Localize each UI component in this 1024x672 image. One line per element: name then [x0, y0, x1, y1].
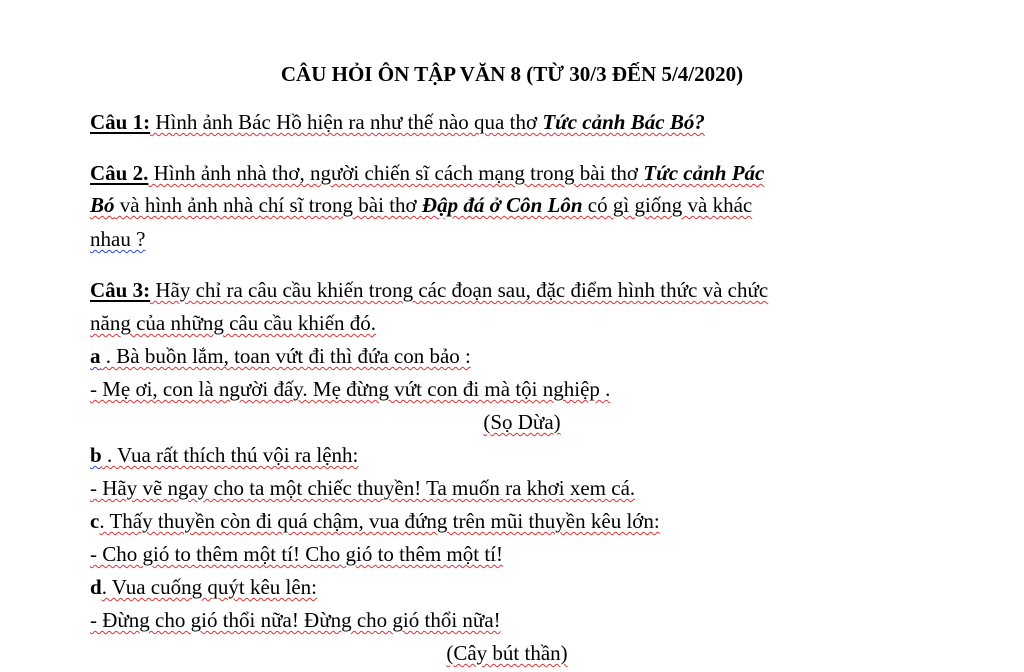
passage-d-text: . Vua cuống quýt kêu lên: — [101, 575, 317, 599]
passage-a-text: . Bà buồn lắm, toan vứt đi thì đứa con bảo : — [100, 344, 471, 368]
passage-c-intro — [90, 505, 660, 537]
question-2-work-1a: Tức cảnh Pác — [643, 161, 765, 185]
passage-a-source-text: (Sọ Dừa) — [483, 410, 561, 434]
question-2-line-3 — [90, 223, 145, 255]
passage-b-label: b — [90, 443, 102, 467]
question-1-label: Câu 1: — [90, 110, 151, 134]
passage-c-quote-text: - Cho gió to thêm một tí! Cho gió to thêm một tí! — [90, 542, 503, 566]
question-3-line-2 — [90, 307, 376, 339]
passage-d-quote-text: - Đừng cho gió thổi nữa! Đừng cho gió thổi nữa! — [90, 608, 501, 632]
question-2-work-2: Đập đá ở Côn Lôn — [421, 193, 583, 217]
question-2-label: Câu 2. — [90, 161, 149, 185]
passage-a-quote — [90, 373, 610, 405]
passage-d-intro — [90, 571, 317, 603]
question-2-text-3: có gì giống và khác — [582, 193, 753, 217]
question-3-text-2: năng của những câu cầu khiến đó. — [90, 311, 377, 335]
question-3-line-1 — [90, 274, 768, 306]
passage-d-source-text: (Cây bút thần) — [446, 641, 568, 665]
question-3-label: Câu 3: — [90, 278, 151, 302]
passage-c-text: . Thấy thuyền còn đi quá chậm, vua đứng trên mũi thuyền kêu lớn: — [99, 509, 660, 533]
passage-c-label: c — [90, 509, 100, 533]
passage-a-source — [0, 406, 1024, 438]
question-2-text-2: và hình ảnh nhà chí sĩ trong bài thơ — [114, 193, 422, 217]
question-2-text-4: nhau ? — [90, 227, 146, 251]
passage-c-quote — [90, 538, 503, 570]
passage-d-source — [0, 637, 1014, 669]
question-2-line-2 — [90, 189, 752, 221]
passage-b-quote-text: - Hãy vẽ ngay cho ta một chiếc thuyền! Ta muốn ra khơi xem cá. — [90, 476, 636, 500]
passage-b-text: . Vua rất thích thú vội ra lệnh: — [101, 443, 359, 467]
passage-a-quote-text: - Mẹ ơi, con là người đấy. Mẹ đừng vứt con đi mà tội nghiệp . — [90, 377, 611, 401]
passage-b-quote — [90, 472, 635, 504]
question-2-work-1b: Bó — [90, 193, 115, 217]
question-2-text-1: Hình ảnh nhà thơ, người chiến sĩ cách mạng trong bài thơ — [148, 161, 644, 185]
question-1-work-title: Tức cảnh Bác Bó? — [542, 110, 705, 134]
question-1-text: Hình ảnh Bác Hồ hiện ra như thế nào qua thơ — [150, 110, 543, 134]
passage-a-label: a — [90, 344, 101, 368]
document-title: CÂU HỎI ÔN TẬP VĂN 8 (TỪ 30/3 ĐẾN 5/4/2020) — [280, 62, 744, 86]
passage-d-quote — [90, 604, 501, 636]
question-3-text-1: Hãy chỉ ra câu cầu khiến trong các đoạn sau, đặc điểm hình thức và chức — [150, 278, 769, 302]
passage-a-intro — [90, 340, 471, 372]
question-2-line-1 — [90, 157, 764, 189]
passage-d-label: d — [90, 575, 102, 599]
passage-b-intro — [90, 439, 358, 471]
question-1 — [90, 106, 705, 138]
